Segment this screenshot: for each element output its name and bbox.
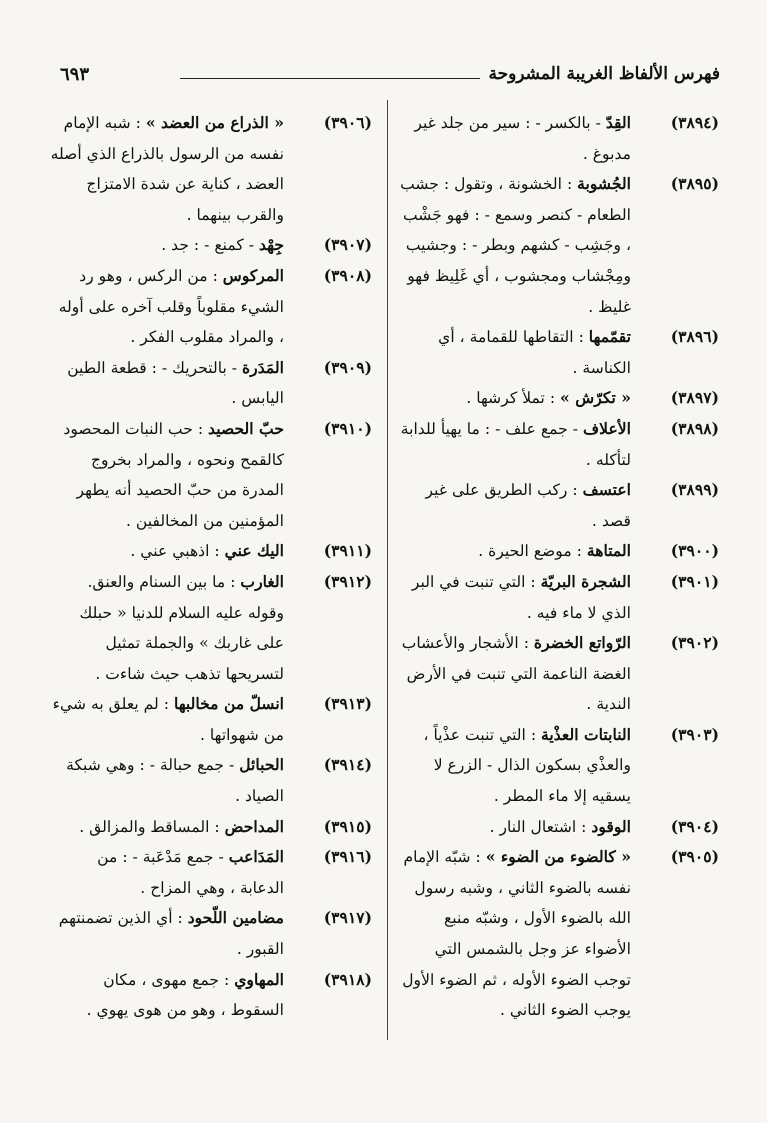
- entry-term: اعتسف: [582, 480, 631, 500]
- entry-definition: - جمع حبالة - : وهي شبكة الصياد .: [66, 756, 284, 806]
- entry-term: جِهْد: [258, 235, 284, 255]
- entry-definition: : التي تنبت عذْياً ، والعذْي بسكون الذال - الزرع لا يسقيه إلا ماء المطر .: [423, 725, 631, 806]
- glossary-entry: [50, 230, 372, 261]
- entry-definition: : جمع مهوى ، مكان السقوط ، وهو من هوى يهوي .: [86, 970, 284, 1020]
- entry-term: المركوس: [222, 265, 284, 285]
- entry-number: (٣٩١٢): [323, 571, 372, 591]
- entry-number: (٣٩٠٨): [323, 265, 372, 285]
- glossary-entry: [50, 903, 372, 964]
- entry-term: الغارب: [240, 571, 284, 591]
- glossary-entry: [397, 414, 719, 475]
- glossary-entry: [50, 689, 372, 750]
- glossary-entry: [397, 383, 719, 414]
- entry-number: (٣٩٠٦): [323, 113, 372, 132]
- entry-term: انسلّ من مخالبها: [173, 694, 284, 714]
- entry-definition: - بالتحريك - : قطعة الطين اليابس .: [67, 358, 284, 408]
- entry-term: المتاهة: [586, 541, 631, 561]
- entry-number: (٣٩٠٥): [670, 847, 719, 867]
- entry-definition: : تملأ كرشها .: [466, 389, 561, 408]
- right-column: [397, 108, 719, 1026]
- glossary-entry: [50, 812, 372, 843]
- entry-definition: : لم يعلق به شيء من شهواتها .: [52, 695, 284, 744]
- running-title: فهرس الألفاظ الغريبة المشروحة: [488, 64, 720, 84]
- entry-number: (٣٩٠٧): [323, 235, 372, 255]
- entry-number: (٣٩٠٢): [670, 633, 719, 653]
- entry-definition: : شبه الإمام نفسه من الرسول بالذراع الذي أصله العضد ، كناية عن شدة الامتزاج والقرب بينهما .: [50, 114, 284, 224]
- glossary-entry: [397, 475, 719, 536]
- entry-number: (٣٩١١): [323, 541, 372, 561]
- entry-number: (٣٨٩٨): [670, 418, 719, 438]
- entry-term: الجُشوبة: [577, 174, 631, 194]
- entry-definition: : شبّه الإمام نفسه بالضوء الثاني ، وشبه رسول الله بالضوء الأول ، وشبّه منبع الأضواء عز وجل بالشمس التي توجب الضوء الأوله ، ثم الضوء الأول يوجب الضوء الثاني .: [402, 848, 631, 1020]
- entry-definition: : التقاطها للقمامة ، أي الكناسة .: [438, 328, 631, 377]
- entry-term: « كالضوء من الضوء »: [485, 847, 631, 867]
- entry-definition: : اذهبي عني .: [130, 542, 225, 561]
- entry-term: المَدَرة: [242, 357, 284, 377]
- entry-definition: : موضع الحيرة .: [478, 542, 587, 561]
- page-header: [60, 58, 720, 90]
- glossary-entry: [397, 108, 719, 169]
- entry-definition: : الخشونة ، وتقول : جشب الطعام - كنصر وسمع - : فهو جَشْب ، وجَشِب - كشهم وبطر - : وجشيب ومِجْشاب ومجشوب ، أي غَلِيظ فهو غليظ .: [400, 175, 631, 316]
- glossary-entry: [397, 812, 719, 843]
- entry-term: « تكرّش »: [560, 388, 631, 408]
- glossary-entry: [50, 750, 372, 811]
- glossary-entry: [397, 628, 719, 720]
- entry-number: (٣٨٩٦): [670, 327, 719, 347]
- entry-term: المداحض: [224, 816, 284, 836]
- entry-term: حبّ الحصيد: [208, 418, 284, 438]
- entry-number: (٣٩٠٤): [670, 816, 719, 836]
- glossary-entry: [50, 567, 372, 689]
- entry-definition: : الأشجار والأعشاب الغضة الناعمة التي تنبت في الأرض الندية .: [401, 634, 631, 714]
- entry-number: (٣٨٩٧): [670, 388, 719, 408]
- glossary-entry: [397, 567, 719, 628]
- entry-number: (٣٩١٤): [323, 755, 372, 775]
- entry-definition: - بالكسر - : سير من جلد غير مدبوغ .: [414, 114, 631, 163]
- glossary-entry: [50, 965, 372, 1026]
- entry-number: (٣٩١٨): [323, 969, 372, 989]
- entry-term: مضامين اللّحود: [187, 908, 284, 928]
- glossary-entry: [50, 261, 372, 353]
- entry-number: (٣٩١٧): [323, 908, 372, 928]
- entry-number: (٣٩١٥): [323, 816, 372, 836]
- glossary-entry: [397, 322, 719, 383]
- page-number: ٦٩٣: [60, 64, 90, 85]
- left-column: [50, 108, 372, 1026]
- entry-number: (٣٨٩٥): [670, 174, 719, 194]
- glossary-entry: [50, 536, 372, 567]
- entry-term: المهاوي: [234, 969, 284, 989]
- entry-definition: : أي الذين تضمنتهم القبور .: [58, 909, 284, 959]
- entry-term: « الذراع من العضد »: [145, 113, 284, 132]
- glossary-entry: [50, 842, 372, 903]
- entry-definition: : ما بين السنام والعنق. وقوله عليه السلام للدنيا « حبلك على غاربك » والجملة تمثيل لتسريحها تذهب حيث شاءت .: [79, 572, 284, 683]
- entry-term: النابتات العذْية: [541, 724, 631, 744]
- glossary-entry: [397, 169, 719, 322]
- entry-definition: : من الركس ، وهو رد الشيء مقلوباً وقلب آخره على أوله ، والمراد مقلوب الفكر .: [58, 266, 284, 347]
- entry-number: (٣٩٠٣): [670, 724, 719, 744]
- entry-definition: - جمع علف - : ما يهيأ للدابة لتأكله .: [400, 419, 631, 469]
- entry-number: (٣٩١٣): [323, 694, 372, 714]
- entry-term: الرّواتع الخضرة: [533, 633, 631, 653]
- entry-term: الحبائل: [239, 755, 284, 775]
- entry-number: (٣٨٩٩): [670, 480, 719, 500]
- entry-number: (٣٩١٠): [323, 418, 372, 438]
- entry-term: الأعلاف: [583, 418, 631, 438]
- entry-definition: : ركب الطريق على غير قصد .: [425, 481, 631, 530]
- glossary-entry: [397, 720, 719, 812]
- entry-term: تقمّمها: [588, 327, 631, 347]
- entry-number: (٣٩٠٠): [670, 541, 719, 561]
- glossary-entry: [50, 414, 372, 536]
- entry-definition: : اشتعال النار .: [489, 817, 592, 836]
- glossary-entry: [397, 536, 719, 567]
- column-divider: [387, 100, 388, 1040]
- entry-number: (٣٩٠١): [670, 571, 719, 591]
- entry-number: (٣٩١٦): [323, 847, 372, 867]
- entry-term: المَدَاعب: [228, 847, 284, 867]
- entry-definition: : حب النبات المحصود كالقمح ونحوه ، والمراد بخروج المدرة من حبّ الحصيد أنه يطهر المؤمنين من المخالفين .: [63, 419, 284, 530]
- entry-term: القِدّ: [605, 113, 631, 132]
- entry-term: اليك عني: [224, 541, 284, 561]
- glossary-entry: [50, 353, 372, 414]
- entry-definition: - جمع مَدْعَبة - : من الدعابة ، وهي المزاح .: [97, 848, 284, 897]
- entry-term: الوقود: [591, 816, 631, 836]
- glossary-entry: [397, 842, 719, 1026]
- header-rule: [180, 78, 480, 79]
- entry-definition: - كمنع - : جد .: [161, 236, 259, 255]
- glossary-entry: [50, 108, 372, 230]
- entry-definition: : المساقط والمزالق .: [79, 817, 225, 836]
- entry-definition: : التي تنبت في البر الذي لا ماء فيه .: [411, 572, 631, 622]
- entry-number: (٣٩٠٩): [323, 357, 372, 377]
- entry-number: (٣٨٩٤): [670, 113, 719, 132]
- entry-term: الشجرة البريّة: [540, 571, 631, 591]
